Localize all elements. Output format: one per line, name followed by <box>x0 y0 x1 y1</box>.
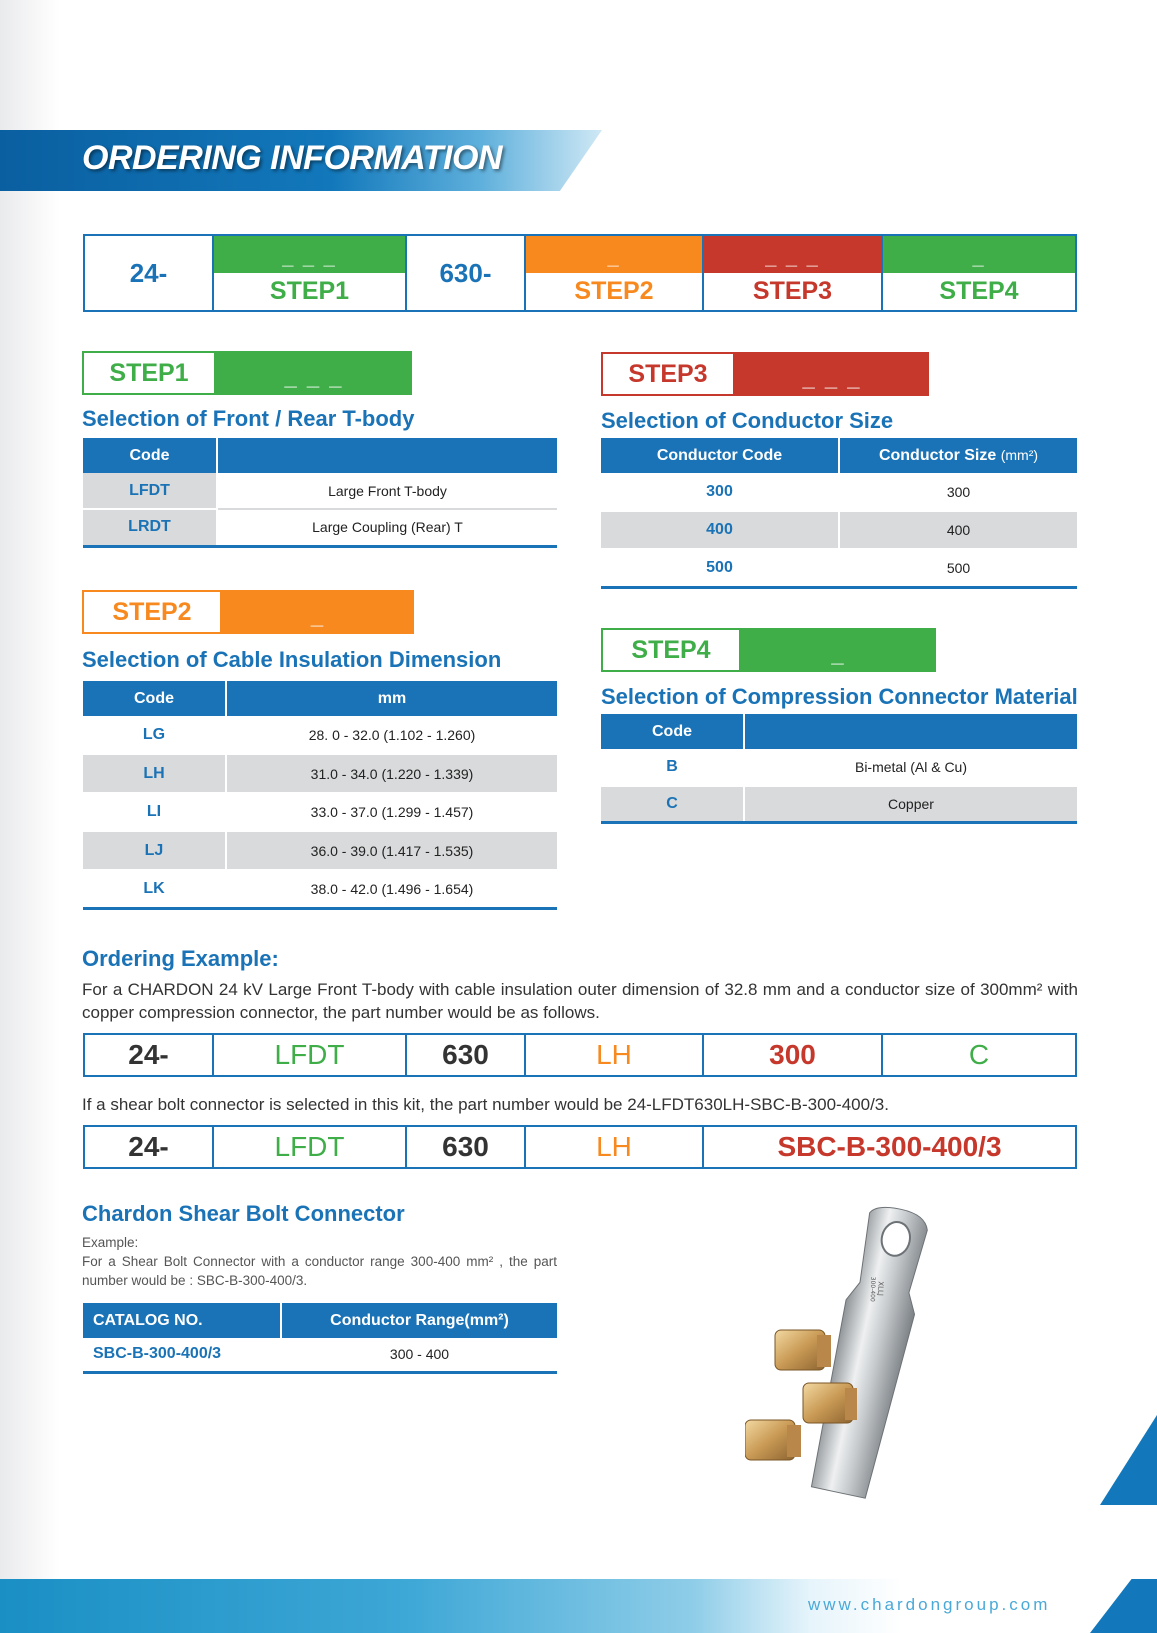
step1-header-desc <box>217 438 557 473</box>
step3-header-code: Conductor Code <box>601 438 839 473</box>
part-middle: 630- <box>407 236 526 310</box>
step1-badge-label: STEP1 <box>82 351 216 395</box>
product-marking-2: 300-400 <box>868 1276 877 1302</box>
part-prefix: 24- <box>85 236 214 310</box>
bolt-head-icon <box>803 1383 857 1423</box>
step4-header-code: Code <box>601 714 744 749</box>
example1-prefix: 24- <box>85 1035 214 1075</box>
shear-bolt-table <box>83 1303 557 1374</box>
step3-code: 400 <box>601 511 839 549</box>
step4-code: B <box>601 749 744 786</box>
step2-title: Selection of Cable Insulation Dimension <box>82 647 502 672</box>
bolt-head-icon <box>745 1420 801 1460</box>
step2-desc: 28. 0 - 32.0 (1.102 - 1.260) <box>226 716 557 754</box>
shear-bolt-header-row <box>83 1303 557 1338</box>
table-row <box>601 549 1077 587</box>
table-row <box>601 473 1077 511</box>
step1-desc: Large Front T-body <box>217 473 557 509</box>
example1-step2: LH <box>526 1035 704 1075</box>
table-row <box>83 509 557 546</box>
step4-badge <box>601 628 936 672</box>
part-step4-cell <box>883 236 1075 310</box>
part-step1-label: STEP1 <box>269 277 350 305</box>
bolt-head-icon <box>775 1330 831 1370</box>
step2-badge-label: STEP2 <box>82 590 222 634</box>
step3-code: 500 <box>601 549 839 587</box>
example1-middle: 630 <box>407 1035 526 1075</box>
step3-header-size <box>839 438 1077 473</box>
table-row <box>601 749 1077 786</box>
example-part-number-2 <box>83 1125 1077 1169</box>
example2-step1: LFDT <box>214 1127 407 1167</box>
part-step4-label: STEP4 <box>939 277 1019 305</box>
step1-badge <box>82 351 412 395</box>
part-step2-cell <box>526 236 704 310</box>
table-row <box>601 511 1077 549</box>
shear-bolt-connector-image <box>745 1205 965 1505</box>
step2-code: LH <box>83 754 226 793</box>
table-row <box>83 793 557 831</box>
example1-step1: LFDT <box>214 1035 407 1075</box>
table-row <box>83 754 557 793</box>
part-number-template <box>83 234 1077 312</box>
part-step3-label: STEP3 <box>752 277 833 305</box>
step2-code: LK <box>83 870 226 908</box>
step1-code: LRDT <box>83 509 217 546</box>
step1-code: LFDT <box>83 473 217 509</box>
part-step2-label: STEP2 <box>574 277 654 305</box>
step2-header-row <box>83 681 557 716</box>
example1-step3: 300 <box>704 1035 883 1075</box>
step4-table <box>601 714 1077 824</box>
table-row <box>601 786 1077 822</box>
shear-bolt-title: Chardon Shear Bolt Connector <box>82 1201 405 1226</box>
part-step2-blanks: _ <box>526 236 702 273</box>
part-step1-cell <box>214 236 407 310</box>
example2-middle: 630 <box>407 1127 526 1167</box>
product-marking-1: XLLJ <box>876 1281 885 1297</box>
example2-prefix: 24- <box>85 1127 214 1167</box>
step3-header-row <box>601 438 1077 473</box>
example-part-number-1 <box>83 1033 1077 1077</box>
step3-badge-blanks: _ _ _ <box>735 352 929 396</box>
step1-table <box>83 438 557 548</box>
table-row <box>83 1338 557 1372</box>
step1-header-code: Code <box>83 438 217 473</box>
step3-header-unit: (mm²) <box>1000 446 1039 463</box>
step4-desc: Bi-metal (Al & Cu) <box>744 749 1077 786</box>
step1-header-row <box>83 438 557 473</box>
page-side-shade <box>0 0 60 1633</box>
step3-badge-label: STEP3 <box>601 352 735 396</box>
part-step1-blanks: _ _ _ <box>214 236 405 273</box>
step1-title: Selection of Front / Rear T-body <box>82 406 415 431</box>
step2-desc: 33.0 - 37.0 (1.299 - 1.457) <box>226 793 557 831</box>
step4-title: Selection of Compression Connector Material <box>601 684 1078 709</box>
step1-desc: Large Coupling (Rear) T <box>217 509 557 546</box>
step4-badge-label: STEP4 <box>601 628 741 672</box>
step2-table <box>83 681 557 910</box>
step4-badge-blanks: _ <box>741 628 936 672</box>
step3-table <box>601 438 1077 589</box>
table-row <box>83 473 557 509</box>
table-row <box>83 870 557 908</box>
step4-code: C <box>601 786 744 822</box>
part-step3-blanks: _ _ _ <box>704 236 881 273</box>
corner-decoration <box>1100 1415 1157 1505</box>
step4-header-row <box>601 714 1077 749</box>
part-step4-blanks: _ <box>883 236 1075 273</box>
table-row <box>83 831 557 870</box>
table-row <box>83 716 557 754</box>
step2-code: LI <box>83 793 226 831</box>
shear-bolt-range: 300 - 400 <box>281 1338 557 1372</box>
part-step3-cell <box>704 236 883 310</box>
example2-shear-bolt: SBC-B-300-400/3 <box>777 1131 1002 1162</box>
shear-bolt-example-label: Example: <box>82 1235 139 1250</box>
step2-badge-blanks: _ <box>222 590 414 634</box>
step3-title: Selection of Conductor Size <box>601 408 894 433</box>
shear-bolt-catalog-no: SBC-B-300-400/3 <box>83 1338 281 1372</box>
step4-header-desc <box>744 714 1077 749</box>
step2-badge <box>82 590 414 634</box>
step1-badge-blanks: _ _ _ <box>216 351 412 395</box>
step3-desc: 500 <box>839 549 1077 587</box>
step2-desc: 36.0 - 39.0 (1.417 - 1.535) <box>226 831 557 870</box>
step2-code: LJ <box>83 831 226 870</box>
step3-desc: 300 <box>839 473 1077 511</box>
step3-code: 300 <box>601 473 839 511</box>
step3-header-size-label: Conductor Size <box>878 446 997 464</box>
example-title: Ordering Example: <box>82 946 279 971</box>
step2-code: LG <box>83 716 226 754</box>
shear-bolt-header-range: Conductor Range(mm²) <box>281 1303 557 1338</box>
step2-desc: 38.0 - 42.0 (1.496 - 1.654) <box>226 870 557 908</box>
shear-bolt-example-text: For a Shear Bolt Connector with a conductor range 300-400 mm² , the part number would be : SBC-B-300-400/3. <box>82 1254 557 1288</box>
step4-desc: Copper <box>744 786 1077 822</box>
example-text: For a CHARDON 24 kV Large Front T-body with cable insulation outer dimension of 32.8 mm and a conductor size of 300mm² with copper compression connector, the part number would be as follows. <box>82 980 1078 1022</box>
step2-header-desc: mm <box>226 681 557 716</box>
example1-step4: C <box>968 1039 990 1070</box>
example2-step2: LH <box>526 1127 704 1167</box>
page-title: ORDERING INFORMATION <box>82 139 503 177</box>
shear-bolt-text <box>82 1233 557 1290</box>
step3-desc: 400 <box>839 511 1077 549</box>
step3-badge <box>601 352 929 396</box>
step2-desc: 31.0 - 34.0 (1.220 - 1.339) <box>226 754 557 793</box>
example-text-2: If a shear bolt connector is selected in this kit, the part number would be 24-LFDT630LH-SBC-B-300-400/3. <box>82 1095 889 1114</box>
step2-header-code: Code <box>83 681 226 716</box>
shear-bolt-header-catalog: CATALOG NO. <box>83 1303 281 1338</box>
footer-url: www.chardongroup.com <box>808 1595 1051 1614</box>
